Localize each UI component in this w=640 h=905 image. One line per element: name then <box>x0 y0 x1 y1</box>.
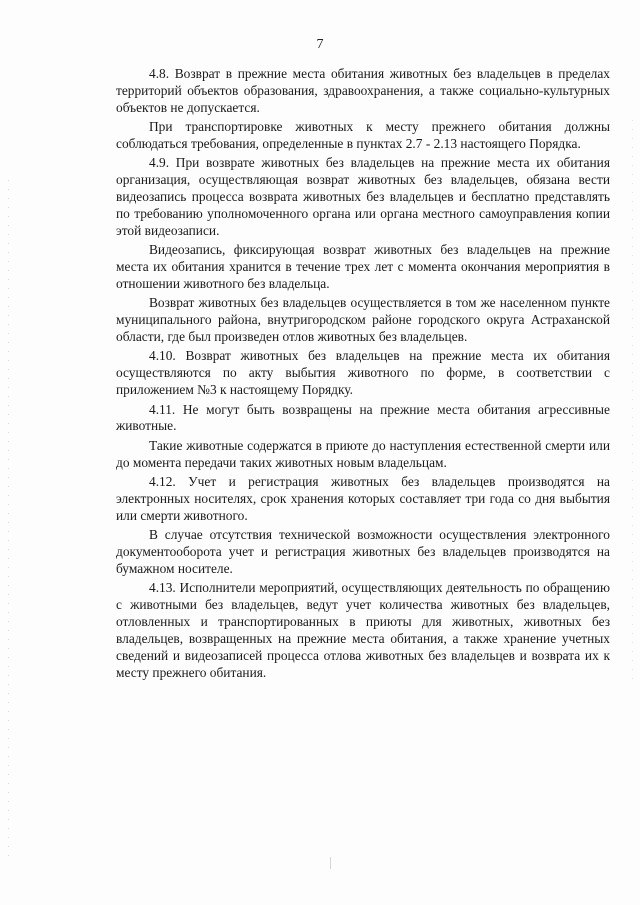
paragraph-video-storage: Видеозапись, фиксирующая возврат животных без владельцев на прежние места их обитания хранится в течение трех лет с момента окончания мероприятия в отношении животного без владельца. <box>116 242 610 292</box>
scan-artifact-mark <box>330 857 331 869</box>
paragraph-paper-records: В случае отсутствия технической возможности осуществления электронного документооборота учет и регистрация животных без владельцев производятся на бумажном носителе. <box>116 527 610 576</box>
paragraph-4-9: 4.9. При возврате животных без владельцев на прежние места их обитания организация, осуществляющая возврат животных без владельцев, обязана вести видеозапись процесса возврата животных без владельцев и бесплатно представлять по требованию уполномоченного органа или органа местного самоуправления копии этой видеозаписи. <box>116 155 610 238</box>
paragraph-return-location: Возврат животных без владельцев осуществляется в том же населенном пункте муниципального района, внутригородском районе городского округа Астраханской области, где был произведен отлов животных без владельцев. <box>116 295 610 345</box>
paragraph-4-11: 4.11. Не могут быть возвращены на прежние места обитания агрессивные животные. <box>116 401 610 434</box>
scan-margin-dots-left <box>8 180 9 860</box>
scan-margin-dots-right <box>632 120 633 680</box>
paragraph-transport-requirements: При транспортировке животных к месту прежнего обитания должны соблюдаться требования, определенные в пунктах 2.7 - 2.13 настоящего Порядка. <box>116 119 610 152</box>
paragraph-4-12: 4.12. Учет и регистрация животных без владельцев производятся на электронных носителях, срок хранения которых составляет три года со дня выбытия или смерти животного. <box>116 473 610 523</box>
paragraph-4-8: 4.8. Возврат в прежние места обитания животных без владельцев в пределах территорий объектов образования, здравоохранения, а также социально-культурных объектов не допускается. <box>116 66 610 115</box>
paragraph-4-10: 4.10. Возврат животных без владельцев на прежние места их обитания осуществляются по акту выбытия животного по форме, в соответствии с приложением №3 к настоящему Порядку. <box>116 348 610 398</box>
page-number: 7 <box>316 37 324 52</box>
document-body <box>116 66 610 684</box>
paragraph-4-13: 4.13. Исполнители мероприятий, осуществляющих деятельность по обращению с животными без владельцев, ведут учет количества животных без владельцев, отловленных и транспортированных в приюты для животных, животных без владельцев, возвращенных на прежние места обитания, а также хранение учетных сведений и видеозаписей процесса отлова животных без владельцев и возврата их к месту прежнего обитания. <box>116 580 610 680</box>
paragraph-shelter-keeping: Такие животные содержатся в приюте до наступления естественной смерти или до момента передачи таких животных новым владельцам. <box>116 437 610 470</box>
